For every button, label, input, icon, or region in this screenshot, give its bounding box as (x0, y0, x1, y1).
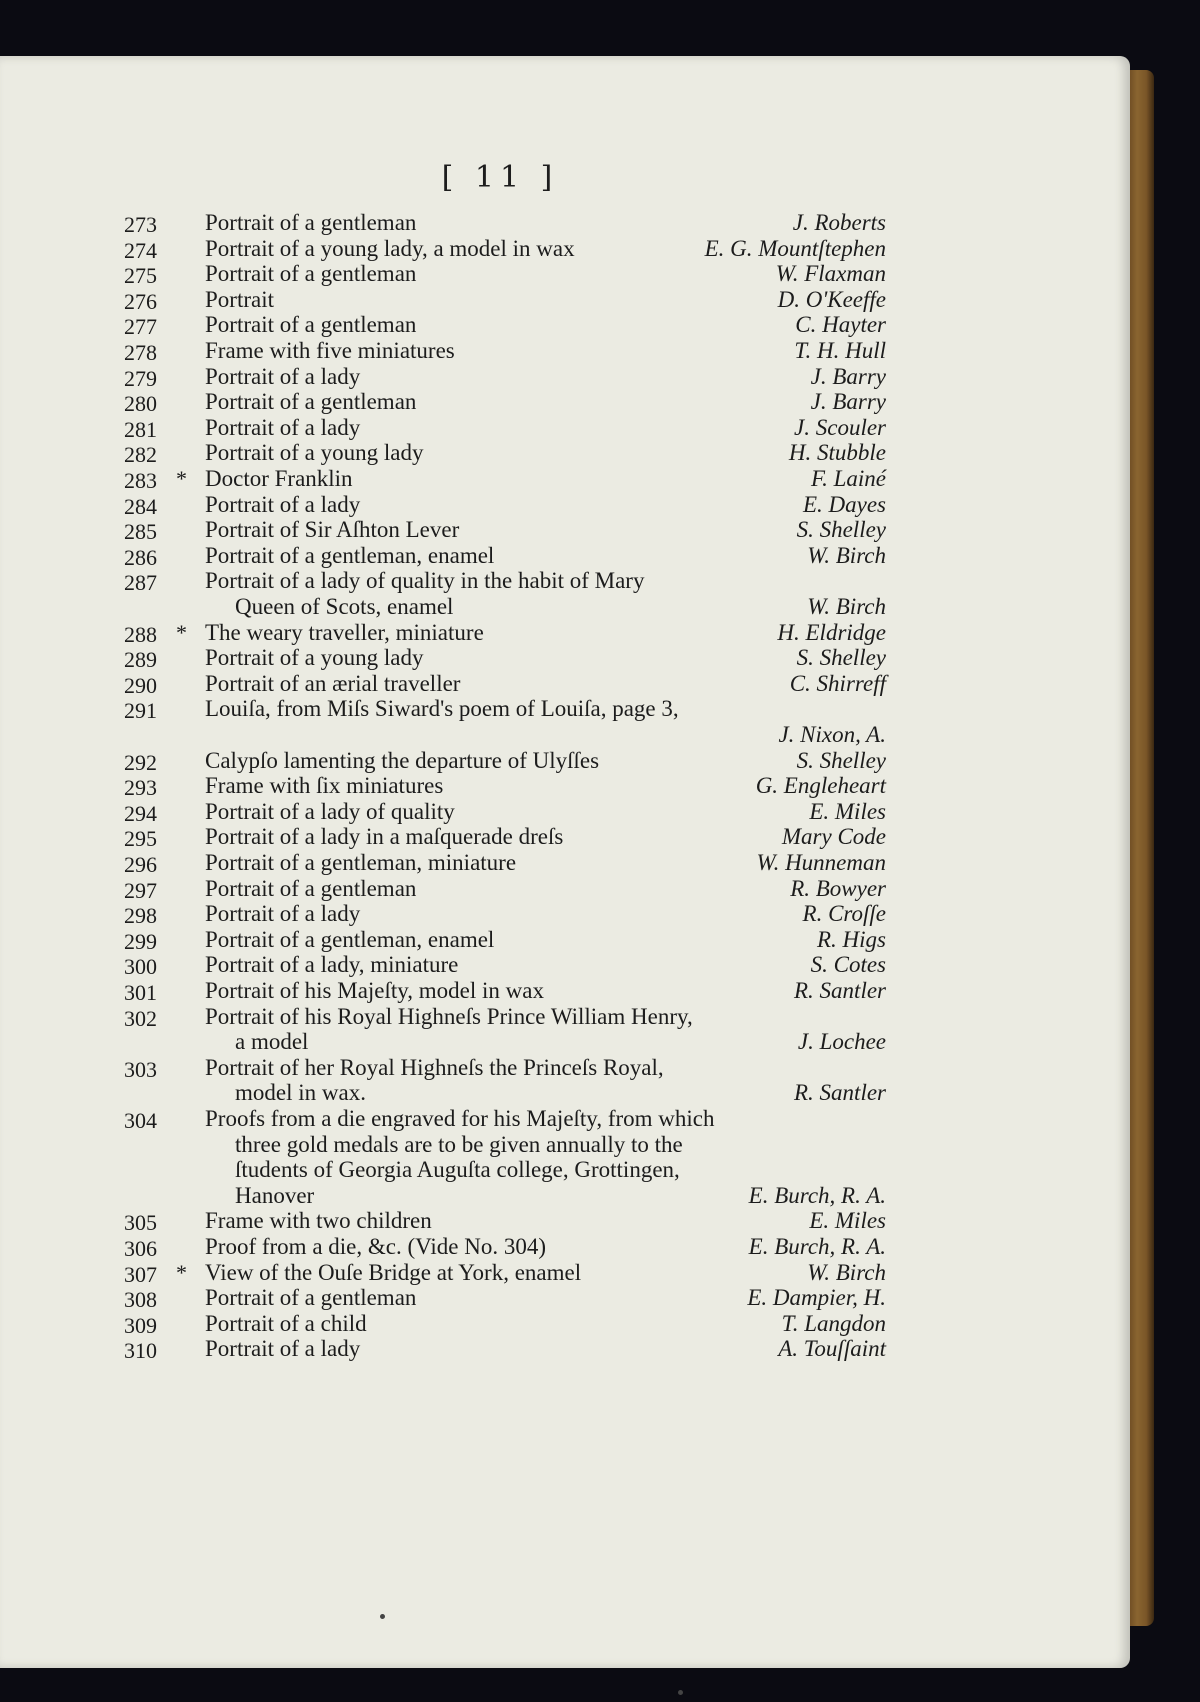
entry-title: Portrait of a gentleman (205, 875, 417, 901)
entry-title: Portrait of a child (205, 1310, 367, 1336)
entry-number: 308 (124, 1287, 157, 1313)
entry-title: Portrait of a gentleman (205, 312, 417, 338)
entry-title: Portrait of a lady, miniature (205, 952, 459, 978)
scan-speck (678, 1690, 683, 1695)
entry-artist: J. Nixon, A. (778, 722, 886, 747)
entry-number: 297 (124, 877, 157, 903)
entry-title: Portrait of a gentleman (205, 261, 417, 287)
entry-artist: R. Bowyer (790, 875, 886, 901)
entry-artist: S. Cotes (810, 952, 886, 978)
catalogue-entry (0, 1336, 1130, 1366)
entry-title: Portrait of Sir Aſhton Lever (205, 517, 460, 543)
entry-number: 299 (124, 928, 157, 954)
entry-artist: E. Burch, R. A. (748, 1182, 886, 1208)
entry-number: 305 (124, 1210, 157, 1236)
entry-number: 285 (124, 519, 157, 545)
entry-number: 301 (124, 980, 157, 1005)
entry-number: 302 (124, 1005, 157, 1031)
entry-artist: H. Eldridge (777, 619, 886, 645)
entry-title: ſtudents of Georgia Auguſta college, Grottingen, (235, 1157, 680, 1183)
entry-artist: Mary Code (781, 824, 886, 850)
entry-artist: E. Miles (809, 1208, 886, 1234)
entry-number: 291 (124, 698, 157, 724)
entry-number: 287 (124, 570, 157, 596)
entry-title: a model (235, 1029, 309, 1055)
entry-number: 280 (124, 391, 157, 417)
entry-number: 283 (124, 468, 157, 493)
entry-number: 288 (124, 621, 157, 647)
entry-title: Portrait of his Royal Highneſs Prince William Henry, (205, 1003, 693, 1029)
entry-title: The weary traveller, miniature (205, 619, 484, 645)
entry-number: 282 (124, 442, 157, 468)
entry-number: 292 (124, 749, 157, 775)
entry-number: 295 (124, 826, 157, 852)
entry-number: 290 (124, 672, 157, 698)
entry-title: Portrait of a young lady (205, 440, 424, 466)
entry-artist: E. Burch, R. A. (748, 1234, 886, 1259)
entry-artist: W. Hunneman (756, 850, 886, 875)
entry-number: 309 (124, 1312, 157, 1338)
entry-number: 304 (124, 1108, 157, 1133)
entry-artist: J. Roberts (792, 210, 886, 235)
entry-number: 303 (124, 1056, 157, 1082)
entry-artist: E. Miles (809, 798, 886, 824)
entry-artist: W. Birch (807, 594, 886, 619)
entry-artist: R. Santler (794, 978, 886, 1003)
entry-title: Portrait of a lady of quality in the habit of Mary (205, 568, 645, 594)
entry-number: 277 (124, 314, 157, 340)
entry-artist: C. Hayter (795, 312, 886, 338)
entry-title: Portrait of a gentleman, enamel (205, 926, 495, 952)
entry-title: View of the Ouſe Bridge at York, enamel (205, 1259, 582, 1285)
entry-number: 281 (124, 416, 157, 442)
entry-title: Portrait (205, 286, 274, 312)
entry-title: Portrait of a gentleman, enamel (205, 542, 495, 568)
entry-artist: E. Dayes (802, 491, 886, 517)
page-speck (380, 1614, 385, 1619)
entry-title: Queen of Scots, enamel (235, 594, 454, 619)
entry-artist: J. Scouler (794, 414, 886, 440)
entry-artist: G. Engleheart (755, 773, 886, 799)
entry-title: Portrait of his Majeſty, model in wax (205, 978, 544, 1003)
entry-title: Calypſo lamenting the departure of Ulyſſes (205, 747, 600, 773)
entry-title: Proofs from a die engraved for his Majeſty, from which (205, 1106, 715, 1131)
entry-asterisk: * (176, 619, 187, 645)
entry-number: 310 (124, 1338, 157, 1364)
entry-number: 307 (124, 1261, 157, 1287)
entry-artist: S. Shelley (796, 517, 886, 543)
entry-artist: W. Birch (807, 1259, 886, 1285)
entry-artist: E. G. Mountſtephen (704, 235, 886, 261)
entry-artist: W. Flaxman (775, 261, 886, 287)
entry-number: 279 (124, 365, 157, 391)
entry-artist: R. Santler (794, 1080, 886, 1106)
entry-artist: E. Dampier, H. (747, 1285, 886, 1311)
entry-title: Hanover (235, 1182, 315, 1208)
entry-artist: J. Barry (810, 389, 886, 415)
entry-number: 296 (124, 852, 157, 877)
entry-artist: F. Lainé (811, 466, 886, 491)
entry-title: Portrait of her Royal Highneſs the Princeſs Royal, (205, 1054, 664, 1080)
entry-artist: H. Stubble (788, 440, 886, 466)
book-cover-edge (1128, 70, 1154, 1626)
entry-title: Frame with ſix miniatures (205, 773, 444, 799)
entry-title: Portrait of a lady (205, 414, 361, 440)
entry-title: Portrait of a gentleman (205, 1285, 417, 1311)
entry-artist: C. Shirreff (789, 670, 886, 696)
entry-artist: J. Lochee (797, 1029, 886, 1055)
entry-number: 274 (124, 237, 157, 263)
entry-title: Doctor Franklin (205, 466, 353, 491)
entry-title: Portrait of a lady (205, 1336, 361, 1362)
entry-title: Portrait of a young lady (205, 645, 424, 671)
entry-artist: R. Higs (817, 926, 886, 952)
entry-title: Frame with five miniatures (205, 338, 455, 363)
page-header: [ 11 ] (441, 160, 559, 195)
entry-title: Portrait of a lady (205, 491, 361, 517)
entry-title: model in wax. (235, 1080, 366, 1106)
entry-title: Louiſa, from Miſs Siward's poem of Louiſa, page 3, (205, 696, 679, 722)
entry-artist: A. Touſſaint (778, 1336, 886, 1362)
entry-number: 289 (124, 647, 157, 673)
entry-artist: R. Croſſe (802, 901, 886, 927)
entry-title: Proof from a die, &c. (Vide No. 304) (205, 1234, 546, 1259)
entry-number: 286 (124, 544, 157, 570)
entry-artist: W. Birch (807, 542, 886, 568)
entry-asterisk: * (176, 466, 187, 491)
entry-number: 273 (124, 212, 157, 237)
entry-title: Portrait of an ærial traveller (205, 670, 461, 696)
entry-title: three gold medals are to be given annually to the (235, 1131, 683, 1157)
entry-number: 276 (124, 288, 157, 314)
entry-artist: T. H. Hull (794, 338, 886, 363)
entry-artist: S. Shelley (796, 747, 886, 773)
entry-asterisk: * (176, 1259, 187, 1285)
entry-title: Portrait of a young lady, a model in wax (205, 235, 575, 261)
entry-number: 298 (124, 903, 157, 929)
entry-number: 294 (124, 800, 157, 826)
entry-number: 278 (124, 340, 157, 365)
entry-title: Portrait of a lady in a maſquerade dreſs (205, 824, 564, 850)
entry-artist: S. Shelley (796, 645, 886, 671)
entry-number: 275 (124, 263, 157, 289)
entry-number: 300 (124, 954, 157, 980)
entry-title: Portrait of a gentleman (205, 389, 417, 415)
entry-title: Portrait of a gentleman, miniature (205, 850, 517, 875)
entry-artist: D. O'Keeffe (777, 286, 886, 312)
entry-title: Portrait of a lady (205, 363, 361, 389)
entry-title: Portrait of a lady of quality (205, 798, 455, 824)
entry-title: Portrait of a lady (205, 901, 361, 927)
entry-artist: T. Langdon (781, 1310, 886, 1336)
entry-artist: J. Barry (810, 363, 886, 389)
entry-title: Portrait of a gentleman (205, 210, 417, 235)
entry-number: 293 (124, 775, 157, 801)
entry-number: 284 (124, 493, 157, 519)
entry-number: 306 (124, 1236, 157, 1261)
entry-title: Frame with two children (205, 1208, 432, 1234)
